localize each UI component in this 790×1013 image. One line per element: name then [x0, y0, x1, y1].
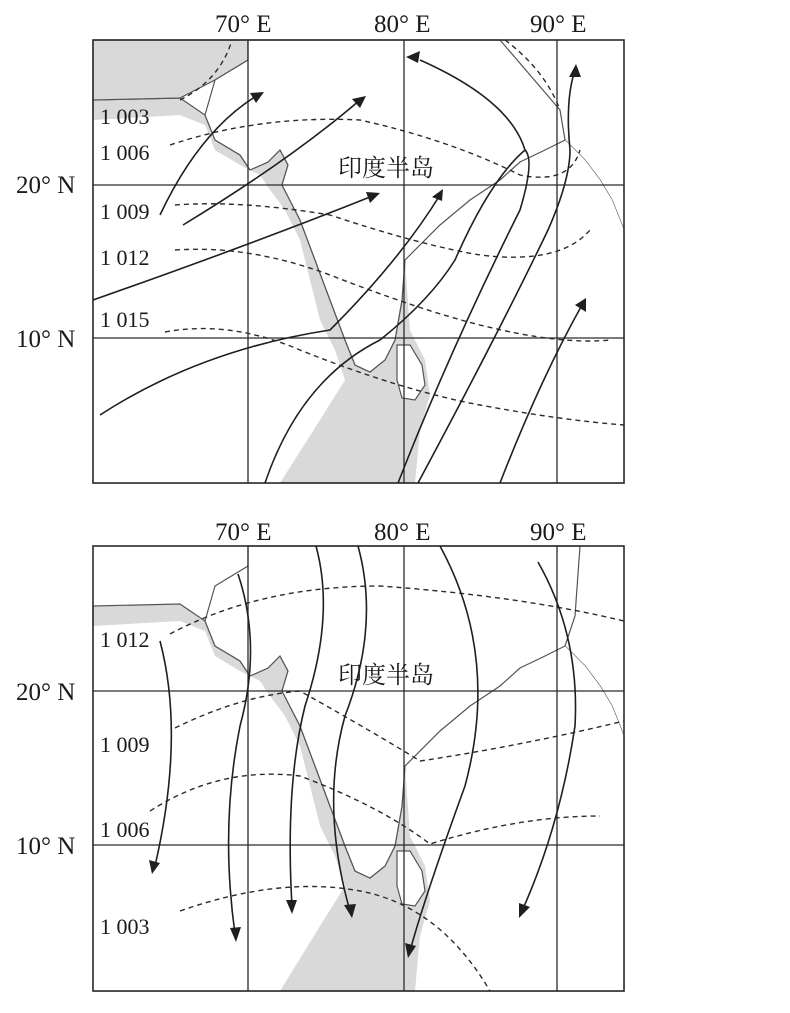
lon-label-90-b: 90° E: [530, 519, 587, 546]
region-label-india-b: 印度半岛: [338, 661, 434, 689]
isobar-label-1012-b: 1 012: [100, 627, 150, 652]
winter-map-svg: [0, 506, 790, 1006]
summer-monsoon-map: [0, 0, 790, 500]
isobar-label-1012: 1 012: [100, 245, 150, 270]
isobar-label-1003-b: 1 003: [100, 914, 150, 939]
lon-label-80: 80° E: [374, 11, 431, 38]
isobar-label-1015: 1 015: [100, 307, 150, 332]
lon-label-90: 90° E: [530, 11, 587, 38]
lon-label-80-b: 80° E: [374, 519, 431, 546]
lat-label-10n: 10° N: [16, 326, 76, 353]
lat-label-20n: 20° N: [16, 172, 76, 199]
isobar-label-1003: 1 003: [100, 104, 150, 129]
isobar-label-1006-b: 1 006: [100, 817, 150, 842]
region-label-india: 印度半岛: [338, 154, 434, 182]
summer-map-svg: [0, 0, 790, 500]
isobar-label-1006: 1 006: [100, 140, 150, 165]
winter-monsoon-map: [0, 506, 790, 1006]
lon-label-70-b: 70° E: [215, 519, 272, 546]
lon-label-70: 70° E: [215, 11, 272, 38]
lat-label-10n-b: 10° N: [16, 833, 76, 860]
isobar-label-1009: 1 009: [100, 199, 150, 224]
isobar-label-1009-b: 1 009: [100, 732, 150, 757]
lat-label-20n-b: 20° N: [16, 679, 76, 706]
